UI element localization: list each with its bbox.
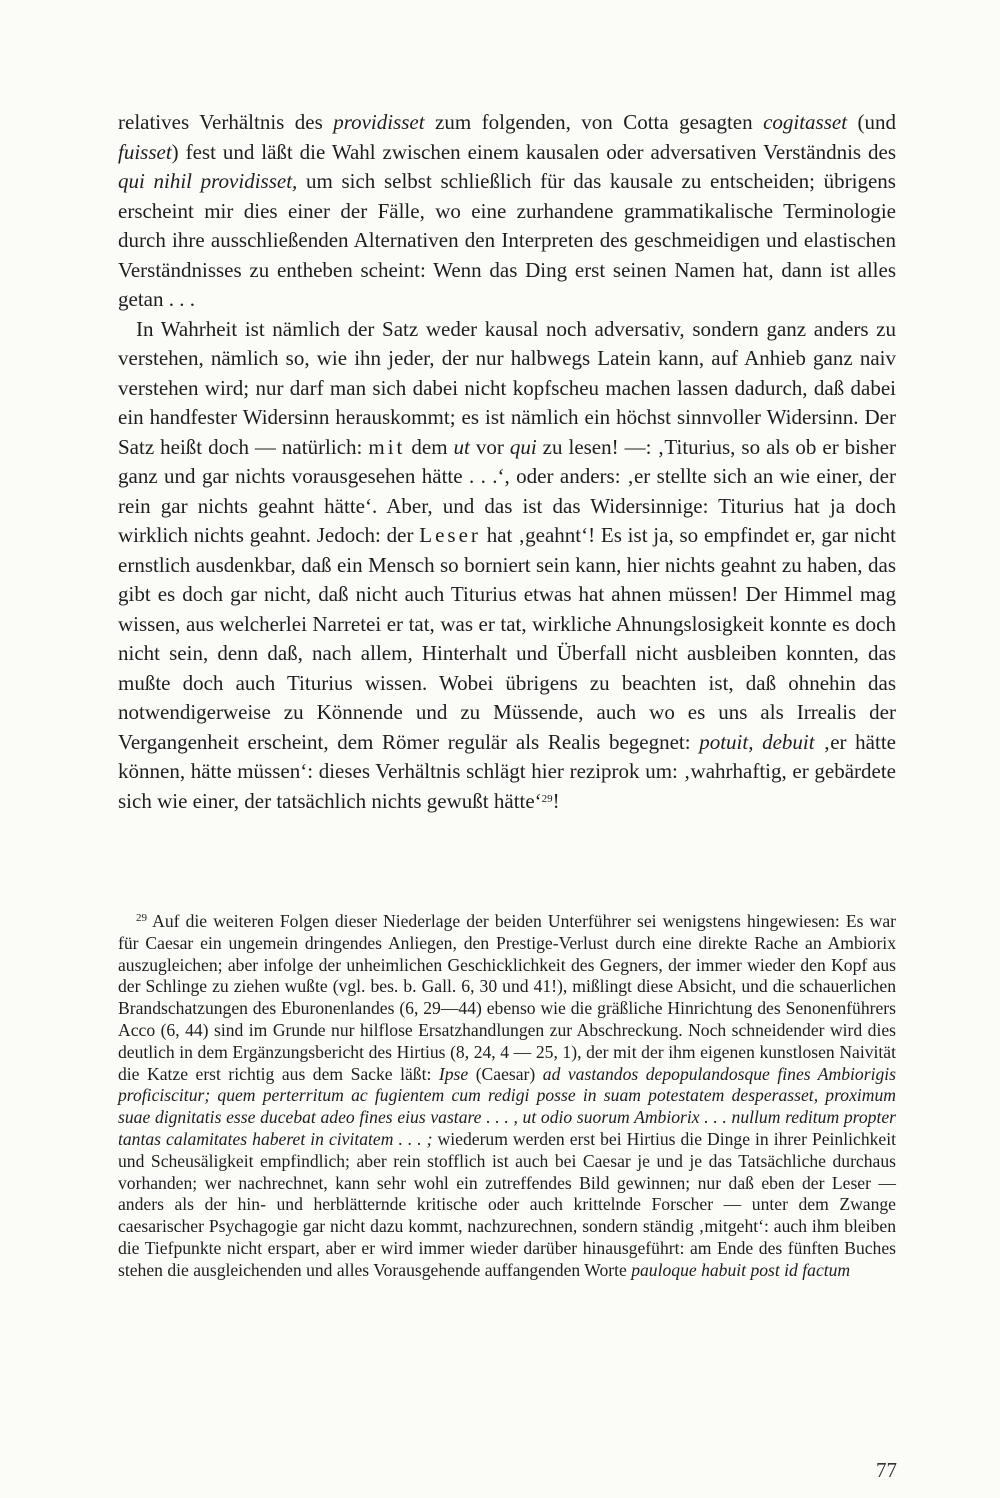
spaced-emphasis: mit (368, 434, 406, 459)
text-run: wiederum werden erst bei Hirtius die Dinge in ihrer Peinlichkeit und Scheusäligkeit empfindlich; aber rein stofflich ist auch bei Caesar je und je das Tatsächliche durchaus vorhanden; wer nachrechnet, kann sehr wohl ein zutreffendes Bild gewinnen; nur daß eben der Leser — anders als der hin- und herblätternde kritische oder auch krittelnde Forscher — unter dem Zwange caesarischer Psychagogie gar nicht dazu kommt, nachzurechnen, sondern ständig ‚mitgeht‘: auch ihm bleiben die Tiefpunkte nicht erspart, aber er wird immer wieder darüber hinausgeführt: am Ende des fünften Buches stehen die ausgleichenden und alles Vorausgehende auffangenden Worte (118, 1128, 896, 1280)
text-run: (Caesar) (468, 1063, 543, 1084)
text-run: Auf die weiteren Folgen dieser Niederlage der beiden Unterführer sei wenigstens hingewiesen: Es war für Caesar ein ungemein dringendes Anliegen, den Prestige-Verlust durch eine direkte Rache an Ambiorix auszugleichen; aber infolge der unheimlichen Geschicklichkeit des Gegners, der immer wieder den Kopf aus der Schlinge zu ziehen wußte (vgl. bes. b. Gall. 6, 30 und 41!), mißlingt diese Absicht, und die schauerlichen Brandschatzungen des Eburonenlandes (6, 29—44) ebenso wie die gräßliche Hinrichtung des Senonenführers Acco (6, 44) sind im Grunde nur hilflose Ersatzhandlungen zur Abschreckung. Noch schneidender wird dies deutlich in dem Ergänzungsbericht des Hirtius (8, 24, 4 — 25, 1), der mit der ihm eigenen kunstlosen Naivität die Katze erst richtig aus dem Sacke läßt: (118, 911, 896, 1084)
italic-run: fuisset (118, 139, 172, 164)
main-text (118, 108, 896, 816)
italic-run: Ipse (438, 1063, 469, 1084)
footnote-reference: 29 (541, 792, 553, 805)
text-run: zu lesen! —: ‚Titurius, so als ob er bisher ganz und gar nichts vorausgesehen hätte . . .‘, oder anders: ‚er stellte sich an wie einer, der rein gar nichts geahnt hätte‘. Aber, und das ist das Widersinnige: Titurius hat ja doch wirklich nichts geahnt. Jedoch: der (118, 434, 896, 547)
footnote-marker: 29 (136, 912, 147, 924)
text-run: (und (847, 110, 896, 134)
italic-run: pauloque habuit post id factum (631, 1259, 851, 1280)
text-run: In Wahrheit ist nämlich der Satz weder kausal noch adversativ, sondern ganz anders zu verstehen, nämlich so, wie ihn jeder, der nur halbwegs Latein kann, auf Anhieb ganz naiv verstehen wird; nur darf man sich dabei nicht kopfscheu machen lassen dadurch, daß dabei ein handfester Widersinn herauskommt; es ist nämlich ein höchst sinnvoller Widersinn. Der Satz heißt doch — natürlich: (118, 316, 896, 459)
italic-run: ad vastandos depopulandosque fines Ambiorigis proficiscitur; quem perterritum ac fugientem cum redigi posse in suam potestatem desperasset, proximum suae dignitatis esse ducebat adeo fines eius vastare . . . , ut odio suorum Ambiorix . . . nullum reditum propter tantas calamitates haberet in civitatem . . . ; (118, 1063, 896, 1149)
text-run: hat ‚geahnt‘! Es ist ja, so empfindet er, gar nicht ernstlich ausdenkbar, daß ein Mensch so borniert sein kann, hier nichts geahnt zu haben, das gibt es doch gar nicht, daß nicht auch Titurius etwas hat ahnen müssen! Der Himmel mag wissen, aus welcherlei Narretei er tat, was er tat, wirkliche Ahnungslosigkeit konnte es doch nicht sein, denn daß, nach allem, Hinterhalt und Überfall nicht ausbleiben konnten, das mußte doch auch Titurius wissen. Wobei übrigens zu beachten ist, daß ohnehin das notwendigerweise zu Könnende und zu Müssende, auch wo es uns als Irrealis der Vergangenheit erscheint, dem Römer regulär als Realis begegnet: (118, 523, 896, 754)
spaced-emphasis: Leser (419, 523, 481, 547)
text-run: zum folgenden, von Cotta gesagten (424, 110, 764, 134)
italic-run: cogitasset (763, 110, 848, 134)
italic-run: providisset (333, 110, 425, 134)
text-run: ‚er hätte können, hätte müssen‘: dieses Verhältnis schlägt hier reziprok um: ‚wahrhaftig, er gebärdete sich wie einer, der tatsächlich nichts gewußt hätte‘ (118, 729, 896, 813)
paragraph-1 (118, 108, 896, 315)
text-run: vor (469, 434, 510, 459)
italic-run: qui (509, 434, 537, 459)
italic-run: potuit, debuit (699, 729, 815, 754)
paragraph-2 (118, 315, 896, 817)
italic-run: qui nihil providisset, (118, 169, 298, 193)
footnote-29 (118, 911, 896, 1282)
text-run: dem (405, 434, 454, 459)
page-number: 77 (876, 1458, 897, 1482)
text-run: ! (552, 788, 560, 813)
text-run: relatives Verhältnis des (118, 110, 334, 134)
footnote-text (118, 911, 896, 1280)
italic-run: ut (453, 434, 470, 459)
text-run: ) fest und läßt die Wahl zwischen einem kausalen oder adversativen Verständnis des (171, 139, 896, 164)
text-run: um sich selbst schließlich für das kausale zu entscheiden; übrigens erscheint mir dies einer der Fälle, wo eine zurhandene grammatikalische Terminologie durch ihre ausschließenden Alternativen den Interpreten des geschmeidigen und elastischen Verständnisses zu entheben scheint: Wenn das Ding erst seinen Namen hat, dann ist alles getan . . . (118, 169, 896, 311)
